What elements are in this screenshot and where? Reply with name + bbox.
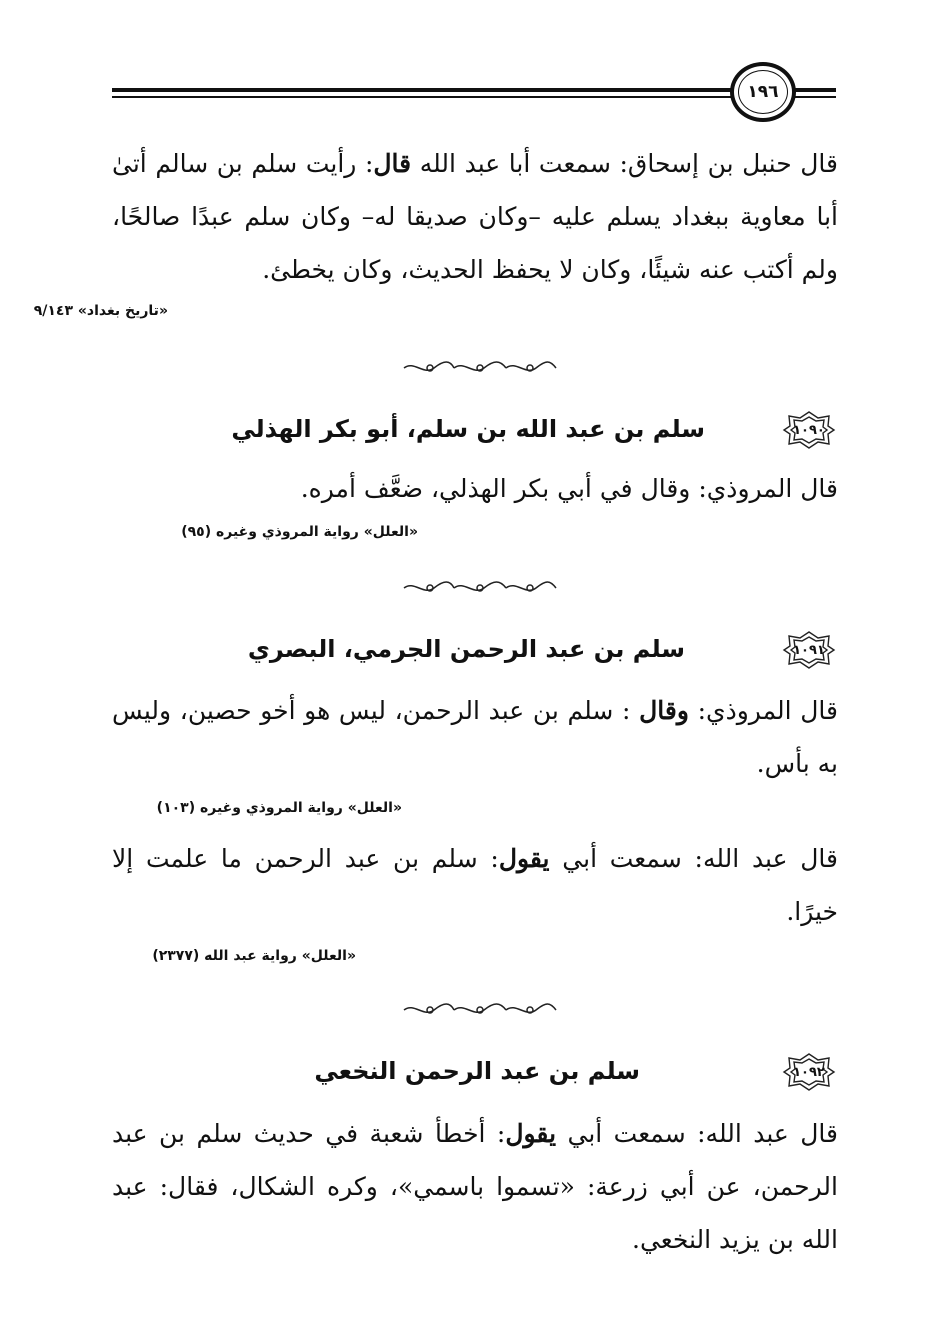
entry-title: سلم بن عبد الله بن سلم، أبو بكر الهذلي [231,415,705,443]
paragraph-text-b: : سلم بن عبد الرحمن ما علمت إلا خيرًا. [112,844,838,926]
intro-text-a: قال حنبل بن إسحاق: سمعت أبا عبد الله [411,149,838,178]
header-rule-tail-thin [794,96,836,98]
intro-text-bold: قال [373,149,412,178]
section-divider-ornament [400,358,560,378]
header-rule-thin [112,96,734,98]
paragraph-text-bold: يقول [505,1119,557,1148]
entry-number-badge [782,410,836,450]
entry-paragraph [112,1107,838,1266]
intro-text-b: : رأيت سلم بن سالم أتىٰ أبا معاوية ببغداد يسلم عليه –وكان صديقا له– وكان سلم عبدًا صالحًا، ولم أكتب عنه شيئًا، وكان لا يحفظ الحديث، وكان يخطئ. [112,149,838,284]
paragraph-text-a: قال عبد الله: سمعت أبي [549,844,839,873]
entry-citation: «العلل» رواية عبد الله (٢٣٧٧) [152,948,356,964]
paragraph-text-b: : سلم بن عبد الرحمن، ليس هو أخو حصين، وليس به بأس. [112,696,838,778]
entry-paragraph [112,832,838,938]
entry-citation: «العلل» رواية المروذي وغيره (٩٥) [181,524,418,540]
section-divider-ornament [400,1000,560,1020]
paragraph-text-a: قال عبد الله: سمعت أبي [556,1119,838,1148]
entry-paragraph [112,684,838,790]
entry-title: سلم بن عبد الرحمن النخعي [314,1057,640,1085]
divider-ornament-icon [400,358,560,378]
paragraph-text-a: قال المروذي: [688,696,838,725]
page-number: ١٩٦ [747,82,779,102]
header-rule-tail-thick [794,88,836,92]
divider-ornament-icon [400,578,560,598]
header-rule-thick [112,88,734,92]
entry-paragraph: قال المروذي: وقال في أبي بكر الهذلي، ضعَّف أمره. [300,474,838,503]
intro-paragraph [112,137,838,296]
entry-number-badge [782,1052,836,1092]
entry-title: سلم بن عبد الرحمن الجرمي، البصري [247,635,685,663]
paragraph-text-bold: يقول [498,844,550,873]
entry-number: ١٠٩٠ [793,422,825,438]
entry-number: ١٠٩١ [793,642,825,658]
paragraph-text-b: : أخطأ شعبة في حديث سلم بن عبد الرحمن، عن أبي زرعة: «تسموا باسمي»، وكره الشكال، فقال: عبد الله بن يزيد النخعي. [112,1119,838,1254]
entry-citation: «العلل» رواية المروذي وغيره (١٠٣) [156,800,402,816]
paragraph-text-bold: وقال [639,696,689,725]
section-divider-ornament [400,578,560,598]
entry-number-badge [782,630,836,670]
intro-citation: «تاريخ بغداد» ٩/١٤٣ [33,303,168,319]
divider-ornament-icon [400,1000,560,1020]
page-number-badge [730,62,796,122]
entry-number: ١٠٩٢ [793,1064,825,1080]
